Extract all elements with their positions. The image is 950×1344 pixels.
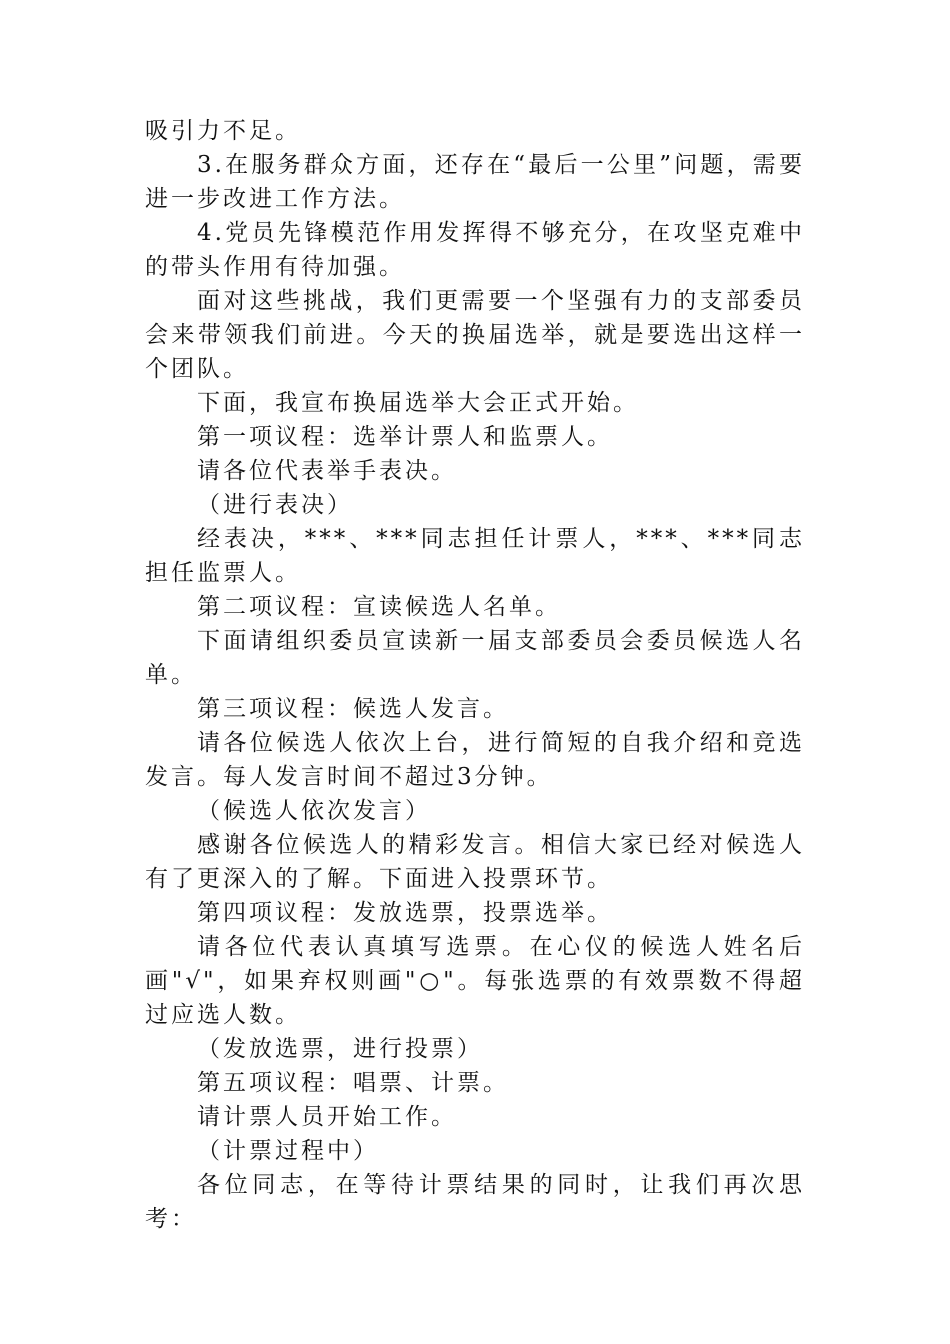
paragraph-4: 面对这些挑战，我们更需要一个坚强有力的支部委员会来带领我们前进。今天的换届选举，就是要选出这样一个团队。 [145,288,805,382]
paragraph-3: 4.党员先锋模范作用发挥得不够充分，在攻坚克难中的带头作用有待加强。 [145,220,805,280]
paragraph-20: 请计票人员开始工作。 [197,1104,457,1130]
paragraph-1: 吸引力不足。 [145,118,301,144]
paragraph-19: 第五项议程：唱票、计票。 [197,1070,509,1096]
paragraph-17: 请各位代表认真填写选票。在心仪的候选人姓名后画"√"，如果弃权则画"○"。每张选票的有效票数不得超过应选人数。 [145,934,805,1028]
paragraph-21: （计票过程中） [197,1138,379,1164]
paragraph-22: 各位同志，在等待计票结果的同时，让我们再次思考： [145,1172,805,1232]
paragraph-16: 第四项议程：发放选票，投票选举。 [197,900,613,926]
paragraph-8: （进行表决） [197,492,353,518]
document-page [145,114,805,1236]
paragraph-13: 请各位候选人依次上台，进行简短的自我介绍和竞选发言。每人发言时间不超过3分钟。 [145,730,805,790]
paragraph-15: 感谢各位候选人的精彩发言。相信大家已经对候选人有了更深入的了解。下面进入投票环节。 [145,832,805,892]
paragraph-10: 第二项议程：宣读候选人名单。 [197,594,561,620]
paragraph-7: 请各位代表举手表决。 [197,458,457,484]
paragraph-6: 第一项议程：选举计票人和监票人。 [197,424,613,450]
paragraph-9: 经表决，***、***同志担任计票人，***、***同志担任监票人。 [145,526,805,586]
paragraph-5: 下面，我宣布换届选举大会正式开始。 [197,390,639,416]
paragraph-2: 3.在服务群众方面，还存在“最后一公里”问题，需要进一步改进工作方法。 [145,152,805,212]
paragraph-12: 第三项议程：候选人发言。 [197,696,509,722]
paragraph-11: 下面请组织委员宣读新一届支部委员会委员候选人名单。 [145,628,805,688]
paragraph-18: （发放选票，进行投票） [197,1036,483,1062]
paragraph-14: （候选人依次发言） [197,798,431,824]
